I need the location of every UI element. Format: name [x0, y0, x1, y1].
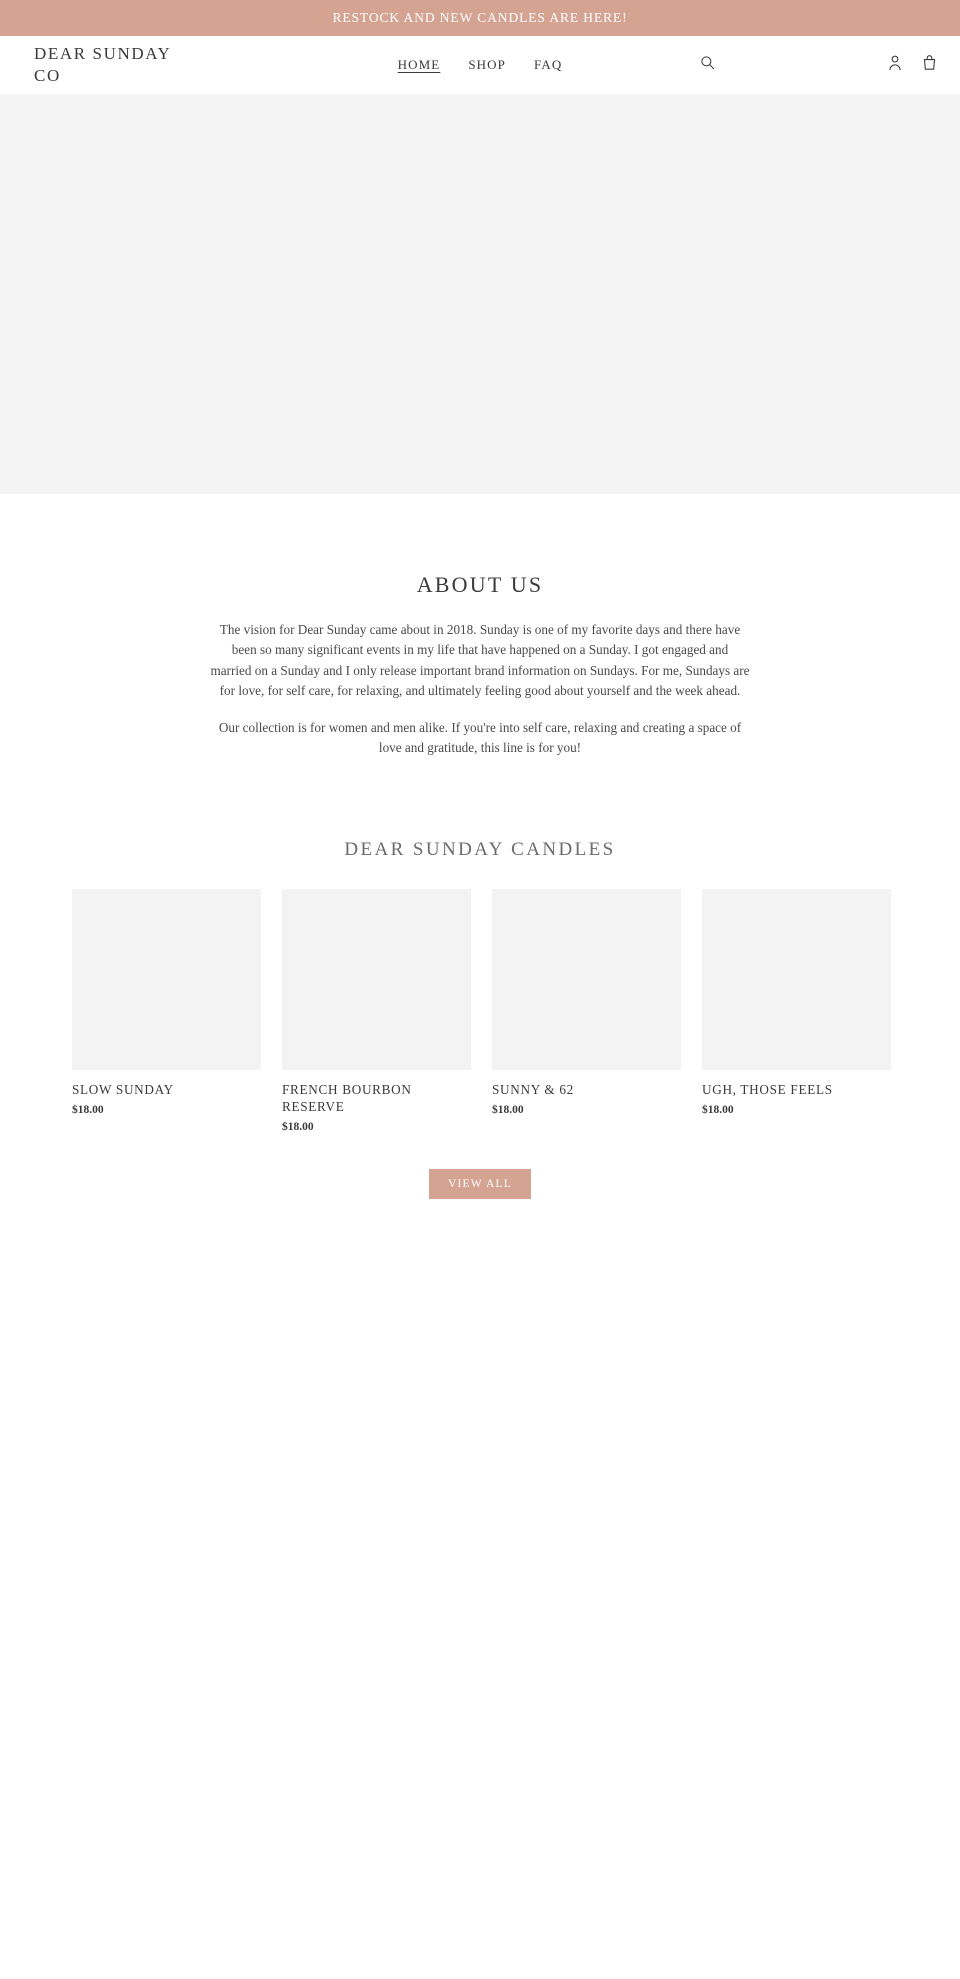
nav-item-shop[interactable]: SHOP: [468, 56, 506, 72]
product-price: $18.00: [492, 1103, 524, 1116]
about-paragraph-2: Our collection is for women and men alike. If you're into self care, relaxing and creating a space of love and gratitude, this line is for you!: [218, 719, 742, 756]
account-icon[interactable]: [888, 54, 902, 71]
product-image: [492, 889, 681, 1070]
site-logo[interactable]: [34, 43, 234, 86]
product-card[interactable]: [282, 889, 471, 1133]
about-heading: ABOUT US: [416, 572, 544, 597]
site-header: [0, 36, 960, 94]
hero-banner: [0, 94, 960, 494]
about-paragraph-1: The vision for Dear Sunday came about in 2018. Sunday is one of my favorite days and there have been so many significant events in my life that have happened on a Sunday. I got engaged and married on a Sunday and I only release important brand information on Sundays. For me, Sundays are for love, for self care, for relaxing, and ultimately feeling good about yourself and the week ahead.: [210, 622, 750, 699]
product-title: UGH, THOSE FEELS: [702, 1081, 833, 1097]
product-image: [72, 889, 261, 1070]
product-image: [282, 889, 471, 1070]
collection-title: DEAR SUNDAY CANDLES: [344, 838, 616, 860]
product-price: $18.00: [282, 1120, 314, 1133]
page-bottom-spacer: [0, 1199, 960, 1979]
product-title: SUNNY & 62: [492, 1081, 574, 1097]
logo-line-2: CO: [34, 65, 61, 85]
nav-item-home[interactable]: HOME: [397, 56, 441, 72]
view-all-container: [0, 1169, 960, 1199]
view-all-button[interactable]: VIEW ALL: [429, 1169, 531, 1199]
collection-section: [0, 839, 960, 1199]
search-icon[interactable]: [700, 55, 715, 70]
about-section: [0, 494, 960, 759]
product-card[interactable]: [492, 889, 681, 1116]
logo-line-1: DEAR SUNDAY: [34, 44, 172, 64]
product-price: $18.00: [72, 1103, 104, 1116]
announcement-text: RESTOCK AND NEW CANDLES ARE HERE!: [332, 10, 628, 25]
cart-icon[interactable]: [922, 54, 937, 71]
product-title: FRENCH BOURBON RESERVE: [282, 1081, 412, 1114]
product-grid: [0, 889, 960, 1133]
product-card[interactable]: [72, 889, 261, 1116]
nav-item-faq[interactable]: FAQ: [533, 56, 563, 72]
product-card[interactable]: [702, 889, 891, 1116]
product-price: $18.00: [702, 1103, 734, 1116]
product-image: [702, 889, 891, 1070]
announcement-bar: [0, 0, 960, 36]
product-title: SLOW SUNDAY: [72, 1081, 174, 1097]
